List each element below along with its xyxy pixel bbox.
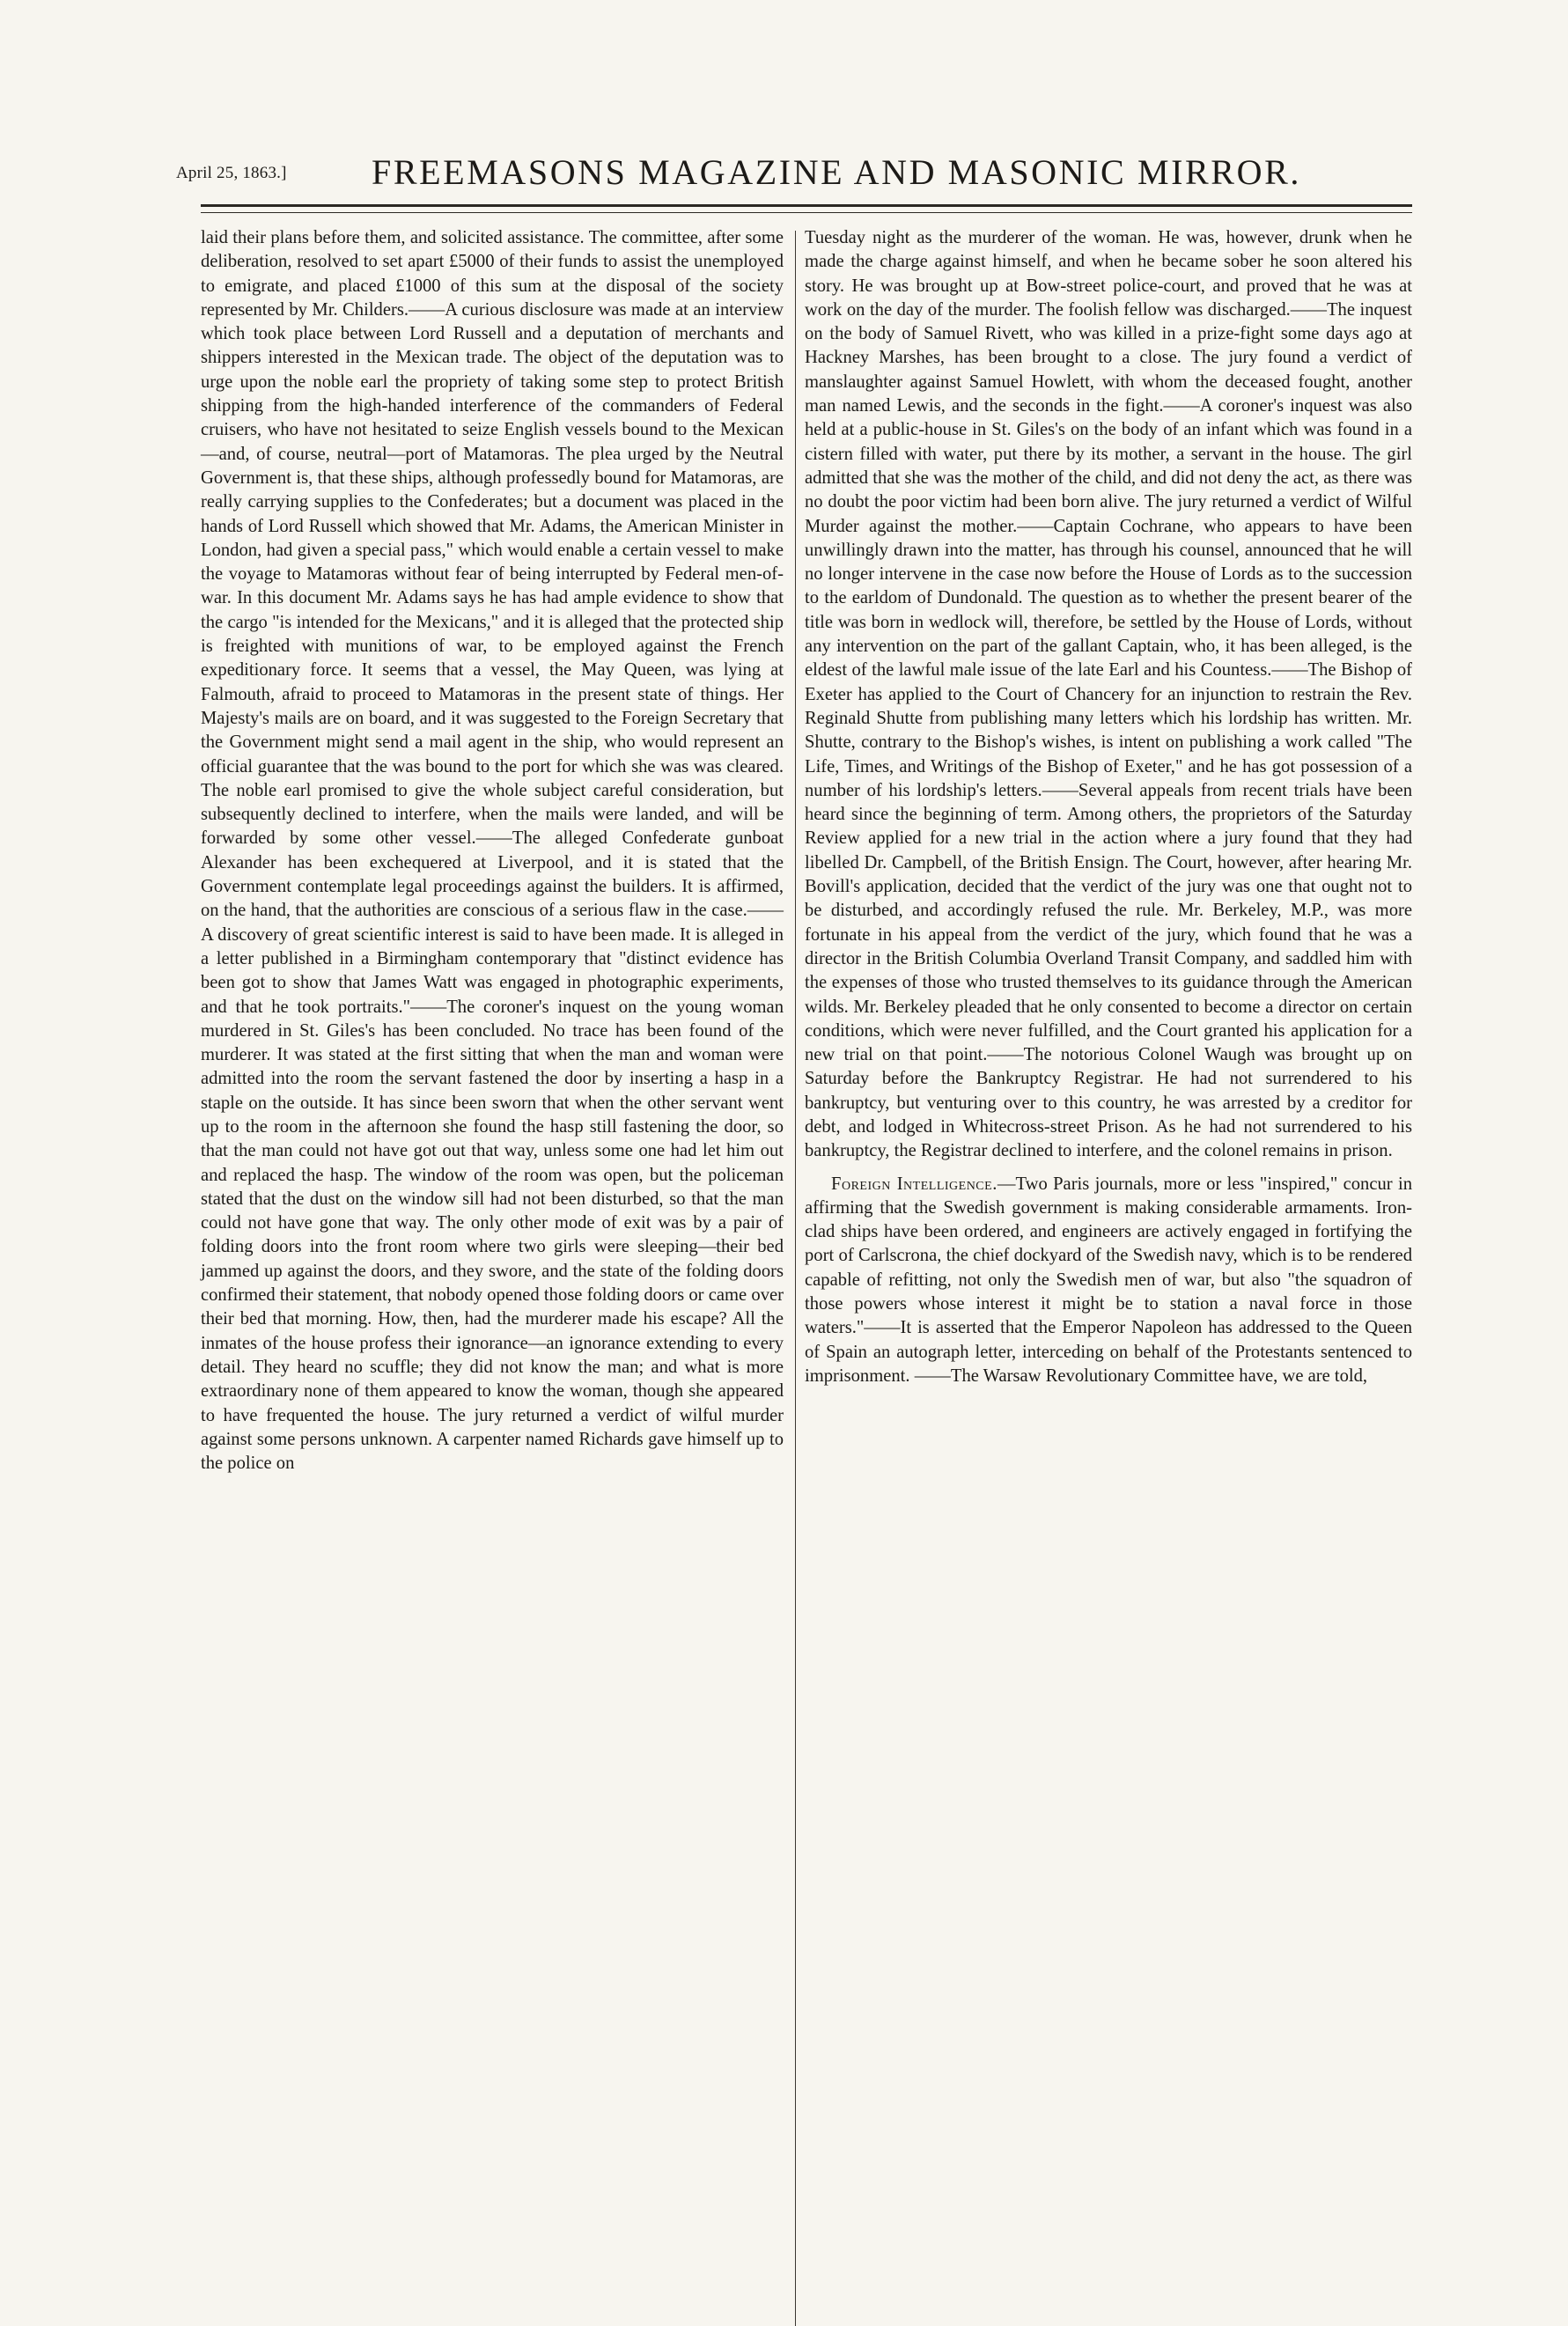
masthead-title: FREEMASONS MAGAZINE AND MASONIC MIRROR.	[372, 152, 1301, 192]
column-divider	[795, 231, 796, 2326]
right-column	[805, 226, 1412, 1388]
header-rule-thick	[201, 204, 1412, 207]
foreign-intelligence-heading: Foreign Intelligence.	[831, 1174, 997, 1194]
left-column	[201, 226, 784, 1476]
header-rule-thin	[201, 212, 1412, 213]
page-header	[176, 151, 1409, 194]
foreign-intelligence-paragraph	[805, 1173, 1412, 1389]
left-column-paragraph: laid their plans before them, and solicited assistance. The committee, after some deliberation, resolved to set apart £5000 of their funds to assist the unemployed to emigrate, and placed £1000 of this sum at the disposal of the society represented by Mr. Childers.——A curious disclosure was made at an interview which took place between Lord Russell and a deputation of merchants and shippers interested in the Mexican trade. The object of the deputation was to urge upon the noble earl the propriety of taking some step to protect British shipping from the high-handed interference of the commanders of Federal cruisers, who have not hesitated to seize English vessels bound to the Mexican—and, of course, neutral—port of Matamoras. The plea urged by the Neutral Government is, that these ships, although professedly bound for Matamoras, are really carrying supplies to the Confederates; but a document was placed in the hands of Lord Russell which showed that Mr. Adams, the American Minister in London, had given a special pass," which would enable a certain vessel to make the voyage to Matamoras without fear of being interrupted by Federal men-of-war. In this document Mr. Adams says he has had ample evidence to show that the cargo "is intended for the Mexicans," and it is alleged that the protected ship is freighted with munitions of war, to be employed against the French expeditionary force. It seems that a vessel, the May Queen, was lying at Falmouth, afraid to proceed to Matamoras in the present state of things. Her Majesty's mails are on board, and it was suggested to the Foreign Secretary that the Government might send a mail agent in the ship, who would represent an official guarantee that the was bound to the port for which she was was cleared. The noble earl promised to give the whole subject careful consideration, but subsequently declined to interfere, when the mails were landed, and will be forwarded by some other vessel.——The alleged Confederate gunboat Alexander has been exchequered at Liverpool, and it is stated that the Government contemplate legal proceedings against the builders. It is affirmed, on the hand, that the authorities are conscious of a serious flaw in the case.——A discovery of great scientific interest is said to have been made. It is alleged in a letter published in a Birmingham contemporary that "distinct evidence has been got to show that James Watt was engaged in photographic experiments, and that he took portraits."——The coroner's inquest on the young woman murdered in St. Giles's has been concluded. No trace has been found of the murderer. It was stated at the first sitting that when the man and woman were admitted into the room the servant fastened the door by inserting a hasp in a staple on the outside. It has since been sworn that when the other servant went up to the room in the afternoon she found the hasp still fastening the door, so that the man could not have got out that way, unless some one had let him out and replaced the hasp. The window of the room was open, but the policeman stated that the dust on the window sill had not been disturbed, so that the man could not have gone that way. The only other mode of exit was by a pair of folding doors into the front room where two girls were sleeping—their bed jammed up against the doors, and they swore, and the state of the folding doors confirmed their statement, that nobody opened those folding doors or came over their bed that morning. How, then, had the murderer made his escape? All the inmates of the house profess their ignorance—an ignorance extending to every detail. They heard no scuffle; they did not know the man; and what is more extraordinary none of them appeared to know the woman, though she appeared to have frequented the house. The jury returned a verdict of wilful murder against some persons unknown. A carpenter named Richards gave himself up to the police on	[201, 228, 784, 1474]
issue-date: April 25, 1863.]	[176, 164, 287, 182]
foreign-intelligence-text: —Two Paris journals, more or less "inspired," concur in affirming that the Swedish government is making considerable armaments. Iron-clad ships have been ordered, and engineers are actively engaged in fortifying the port of Carlscrona, the chief dockyard of the Swedish navy, which is to be rendered capable of refitting, not only the Swedish men of war, but also "the squadron of those powers whose interest it might be to station a naval force in those waters."——It is asserted that the Emperor Napoleon has addressed to the Queen of Spain an autograph letter, interceding on behalf of the Protestants sentenced to imprisonment. ——The Warsaw Revolutionary Committee have, we are told,	[805, 1174, 1412, 1386]
right-column-paragraph: Tuesday night as the murderer of the woman. He was, however, drunk when he made the charge against himself, and when he became sober he soon altered his story. He was brought up at Bow-street police-court, and proved that he was at work on the day of the murder. The foolish fellow was discharged.——The inquest on the body of Samuel Rivett, who was killed in a prize-fight some days ago at Hackney Marshes, has been brought to a close. The jury found a verdict of manslaughter against Samuel Howlett, with whom the deceased fought, another man named Lewis, and the seconds in the fight.——A coroner's inquest was also held at a public-house in St. Giles's on the body of an infant which was found in a cistern filled with water, put there by its mother, a servant in the house. The girl admitted that she was the mother of the child, and did not deny the act, as there was no doubt the poor victim had been born alive. The jury returned a verdict of Wilful Murder against the mother.——Captain Cochrane, who appears to have been unwillingly drawn into the matter, has through his counsel, announced that he will no longer intervene in the case now before the House of Lords as to the succession to the earldom of Dundonald. The question as to whether the present bearer of the title was born in wedlock will, therefore, be settled by the House of Lords, without any intervention on the part of the gallant Captain, who, it has been alleged, is the eldest of the lawful male issue of the late Earl and his Countess.——The Bishop of Exeter has applied to the Court of Chancery for an injunction to restrain the Rev. Reginald Shutte from publishing many letters which his lordship has written. Mr. Shutte, contrary to the Bishop's wishes, is intent on publishing a work called "The Life, Times, and Writings of the Bishop of Exeter," and he has got possession of a number of his lordship's letters.——Several appeals from recent trials have been heard since the beginning of term. Among others, the proprietors of the Saturday Review applied for a new trial in the action where a jury found that they had libelled Dr. Campbell, of the British Ensign. The Court, however, after hearing Mr. Bovill's application, decided that the verdict of the jury was one that ought not to be disturbed, and accordingly refused the rule. Mr. Berkeley, M.P., was more fortunate in his appeal from the verdict of the jury, which found that he was a director in the British Columbia Overland Transit Company, and saddled him with the expenses of those who trusted themselves to its guidance through the American wilds. Mr. Berkeley pleaded that he only consented to become a director on certain conditions, which were never fulfilled, and the Court granted his application for a new trial on that point.——The notorious Colonel Waugh was brought up on Saturday before the Bankruptcy Registrar. He had not surrendered to his bankruptcy, but venturing over to this country, he was arrested by a creditor for debt, and lodged in Whitecross-street Prison. As he had not surrendered to his bankruptcy, the Registrar declined to interfere, and the colonel remains in prison.	[805, 228, 1412, 1161]
